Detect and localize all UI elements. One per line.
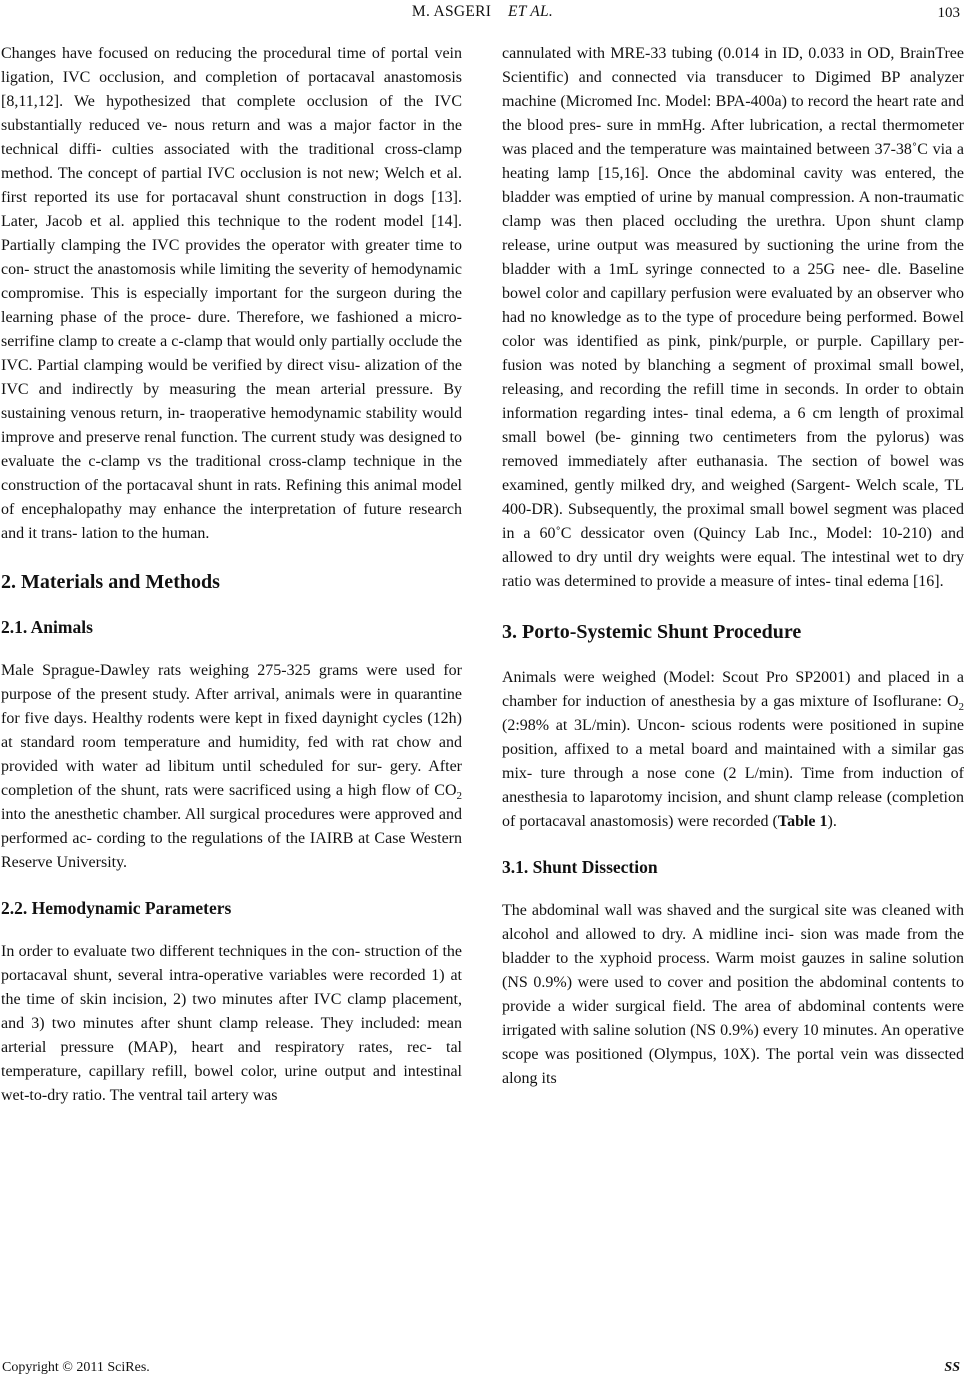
shunt-text-b: (2:98% at 3L/min). Uncon- scious rodents were positioned in supine position, affixed to a metal board and maintained with a similar gas mix- ture through a nose cone (2 L/min). Time from induction of anesthesia to laparotomy incision, and shunt clamp release (completion of portacaval anastomosis) were recorded ( bbox=[502, 717, 964, 830]
subsection-heading-dissection: 3.1. Shunt Dissection bbox=[502, 857, 658, 877]
section-heading-shunt: 3. Porto-Systemic Shunt Procedure bbox=[502, 621, 802, 643]
animals-text-b: into the anesthetic chamber. All surgical procedures were approved and performed ac- cording to the regulations of the IAIRB at Case Western Reserve University. bbox=[1, 806, 462, 871]
left-column bbox=[1, 42, 462, 1108]
methods-paragraph: cannulated with MRE-33 tubing (0.014 in ID, 0.033 in OD, BrainTree Scientific) and connected via transducer to Digimed BP analyzer machine (Micromed Inc. Model: BPA-400a) to record the heart rate and the blood pres- sure in mmHg. After lubrication, a rectal thermometer was placed and the temperature was maintained between 37-38˚C via a heating lamp [15,16]. Once the abdominal cavity was entered, the bladder was emptied of urine by manual compression. A non-traumatic clamp was then placed occluding the urethra. Upon shunt clamp release, urine output was measured by suctioning the urine from the bladder with a 1mL syringe connected to a 25G nee- dle. Baseline bowel color and capillary perfusion were evaluated by an observer who had no knowledge as to the type of procedure being performed. Bowel color was identified as pink, pink/purple, or purple. Capillary per- fusion was noted by blanching a segment of proximal small bowel, releasing, and recording the refill time in seconds. In order to obtain information regarding intes- tinal edema, a 6 cm length of proximal small bowel (be- ginning two centimeters from the pylorus) was removed immediately after euthanasia. The section of bowel was examined, gently milked dry, and weighed (Sargent- Welch scale, TL 400-DR). Subsequently, the proximal small bowel segment was placed in a 60˚C dessicator oven (Quincy Lab Inc., Model: 10-210) and allowed to dry until dry weights were equal. The intestinal wet to dry ratio was determined to provide a measure of intes- tinal edema [16]. bbox=[502, 45, 964, 590]
subsection-heading-animals: 2.1. Animals bbox=[1, 617, 93, 637]
running-head bbox=[0, 3, 965, 21]
dissection-paragraph: The abdominal wall was shaved and the surgical site was cleaned with alcohol and allowed to dry. A midline inci- sion was made from the bladder to the xyphoid process. Warm moist gauzes in saline solution (NS 0.9%) were used to cover and position the abdominal contents to provide a wider surgical field. The area of abdominal contents were irrigated with saline solution (NS 0.9%) every 10 minutes. An operative scope was positioned (Olympus, 10X). The portal vein was dissected along its bbox=[502, 902, 964, 1087]
subsection-heading-hemodynamic: 2.2. Hemodynamic Parameters bbox=[1, 898, 232, 918]
copyright-notice: Copyright © 2011 SciRes. bbox=[2, 1360, 150, 1375]
hemodynamic-paragraph: In order to evaluate two different techniques in the con- struction of the portacaval shunt, several intra-operative variables were recorded 1) at the time of skin incision, 2) two minutes after IVC clamp placement, and 3) two minutes after shunt clamp release. They included: mean arterial pressure (MAP), heart and respiratory rates, rec- tal temperature, capillary refill, bowel color, urine output and intestinal wet-to-dry ratio. The ventral tail artery was bbox=[1, 943, 462, 1104]
animals-text-a: Male Sprague-Dawley rats weighing 275-325 grams were used for purpose of the present study. After arrival, animals were in quarantine for five days. Healthy rodents were kept in fixed daynight cycles (12h) at standard room temperature and humidity, fed with rat chow and provided with water ad libitum until scheduled for sur- gery. After completion of the shunt, rats were sacrificed using a high flow of CO bbox=[1, 662, 462, 799]
shunt-paragraph bbox=[502, 666, 964, 834]
table-reference-link[interactable]: Table 1 bbox=[777, 813, 828, 830]
running-head-author: M. ASGERI bbox=[411, 3, 492, 20]
page-number: 103 bbox=[937, 5, 960, 21]
running-head-etal: ET AL. bbox=[507, 3, 554, 20]
co2-subscript: 2 bbox=[456, 790, 462, 803]
section-heading-materials: 2. Materials and Methods bbox=[1, 571, 220, 593]
animals-paragraph bbox=[1, 659, 462, 875]
page-header bbox=[0, 3, 965, 25]
right-column bbox=[502, 42, 964, 1091]
o2-subscript: 2 bbox=[958, 701, 964, 714]
page-footer bbox=[0, 1360, 965, 1382]
intro-paragraph: Changes have focused on reducing the procedural time of portal vein ligation, IVC occlusion, and completion of portacaval anastomosis [8,11,12]. We hypothesized that complete occlusion of the IVC substantially reduced ve- nous return and was a major factor in the technical diffi- culties associated with the traditional cross-clamp method. The concept of partial IVC occlusion is not new; Welch et al. first reported its use for portacaval shunt construction in dogs [13]. Later, Jacob et al. applied this technique to the rodent model [14]. Partially clamping the IVC provides the operator with greater time to con- struct the anastomosis while limiting the severity of hemodynamic compromise. This is especially important for the surgeon during the learning phase of the proce- dure. Therefore, we fashioned a micro-serrifine clamp to create a c-clamp that would only partially occlude the IVC. Partial clamping would be verified by direct visu- alization of the IVC and indirectly by measuring the mean arterial pressure. By sustaining venous return, in- traoperative hemodynamic stability would improve and preserve renal function. The current study was designed to evaluate the c-clamp vs the traditional cross-clamp technique in the construction of the portacaval shunt in rats. Refining this animal model of encephalopathy may enhance the interpretation of future research and it trans- lation to the human. bbox=[1, 45, 462, 542]
shunt-text-c: ). bbox=[827, 813, 837, 830]
journal-abbrev: SS bbox=[944, 1360, 960, 1375]
shunt-text-a: Animals were weighed (Model: Scout Pro SP2001) and placed in a chamber for induction of anesthesia by a gas mixture of Isoflurane: O bbox=[502, 669, 964, 710]
